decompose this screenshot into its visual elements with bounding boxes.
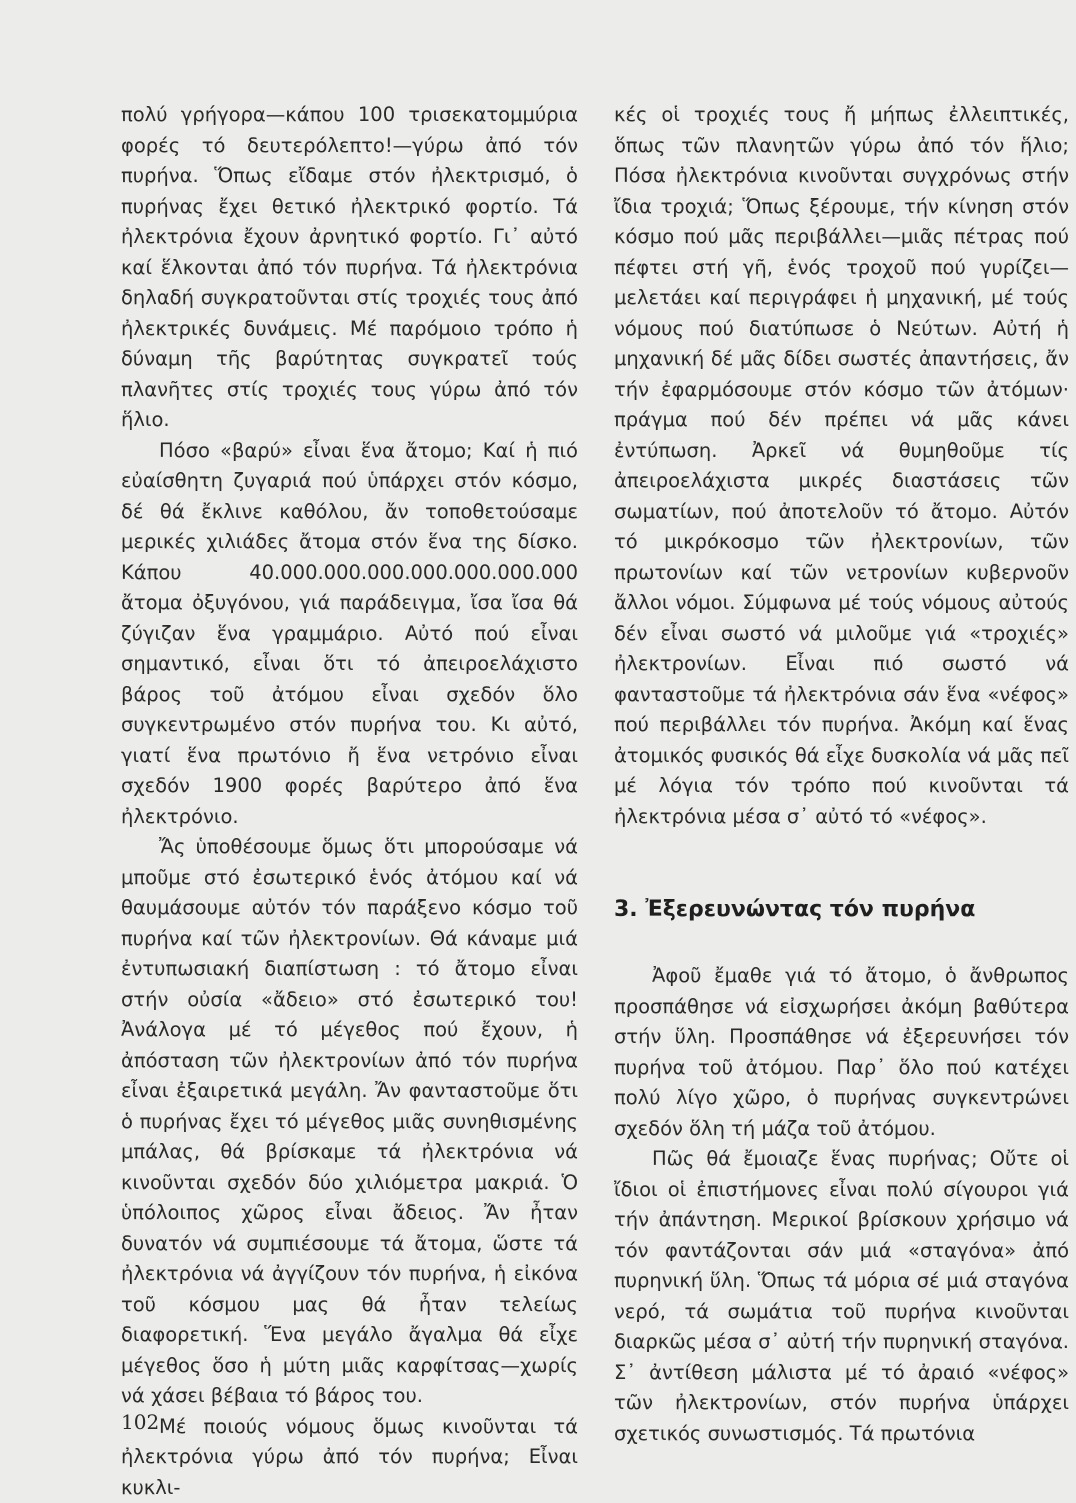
page-number: 102: [121, 1410, 159, 1434]
paragraph-orbits-continued: κές οἱ τροχιές τους ἤ μήπως ἐλλειπτικές, ὅπως τῶν πλανητῶν γύρω ἀπό τόν ἥλιο; Πόσα ἠλεκτρόνια κινοῦνται συγχρόνως στήν ἴδια τροχιά; Ὅπως ξέρουμε, τήν κίνηση στόν κόσμο πού μᾶς περιβάλλει—μιᾶς πέτρας πού πέφτει στή γῆ, ἑνός τροχοῦ πού γυρίζει—μελετάει καί περιγράφει ἡ μηχανική, μέ τούς νόμους πού διατύπωσε ὁ Νεύτων. Αὐτή ἡ μηχανική δέ μᾶς δίδει σωστές ἀπαντήσεις, ἄν τήν ἐφαρμόσουμε στόν κόσμο τῶν ἀτόμων· πράγμα πού δέν πρέπει νά μᾶς κάνει ἐντύπωση. Ἀρκεῖ νά θυμηθοῦμε τίς ἀπειροελάχιστα μικρές διαστάσεις τῶν σωματίων, πού ἀποτελοῦν τό ἄτομο. Αὐτόν τό μικρόκοσμο τῶν ἠλεκτρονίων, τῶν πρωτονίων καί τῶν νετρονίων κυβερνοῦν ἄλλοι νόμοι. Σύμφωνα μέ τούς νόμους αὐτούς δέν εἶναι σωστό νά μιλοῦμε γιά «τροχιές» ἠλεκτρονίων. Εἶναι πιό σωστό νά φανταστοῦμε τά ἠλεκτρόνια σάν ἕνα «νέφος» πού περιβάλλει τόν πυρήνα. Ἀκόμη καί ἕνας ἀτομικός φυσικός θά εἶχε δυσκολία νά μᾶς πεῖ μέ λόγια τόν τρόπο πού κινοῦνται τά ἠλεκτρόνια μέσα σ᾽ αὐτό τό «νέφος».: [614, 100, 1069, 832]
paragraph-atom-empty: Ἄς ὑποθέσουμε ὅμως ὅτι μπορούσαμε νά μποῦμε στό ἐσωτερικό ἑνός ἀτόμου καί νά θαυμάσουμε αὐτόν τόν παράξενο κόσμο τοῦ πυρήνα καί τῶν ἠλεκτρονίων. Θά κάναμε μιά ἐντυπωσιακή διαπίστωση : τό ἄτομο εἶναι στήν οὐσία «ἄδειο» στό ἐσωτερικό του! Ἀνάλογα μέ τό μέγεθος πού ἔχουν, ἡ ἀπόσταση τῶν ἠλεκτρονίων ἀπό τόν πυρήνα εἶναι ἐξαιρετικά μεγάλη. Ἄν φανταστοῦμε ὅτι ὁ πυρήνας ἔχει τό μέγεθος μιᾶς συνηθισμένης μπάλας, θά βρίσκαμε τά ἠλεκτρόνια νά κινοῦνται σχεδόν δύο χιλιόμετρα μακριά. Ὁ ὑπόλοιπος χῶρος εἶναι ἄδειος. Ἄν ἦταν δυνατόν νά συμπιέσουμε τά ἄτομα, ὥστε τά ἠλεκτρόνια νά ἀγγίζουν τόν πυρήνα, ἡ εἰκόνα τοῦ κόσμου μας θά ἦταν τελείως διαφορετική. Ἕνα μεγάλο ἄγαλμα θά εἶχε μέγεθος ὅσο ἡ μύτη μιᾶς καρφίτσας—χωρίς νά χάσει βέβαια τό βάρος του.: [121, 832, 578, 1412]
left-text-column: [121, 100, 578, 1503]
right-text-column: [614, 100, 1069, 1449]
paragraph-continued: πολύ γρήγορα—κάπου 100 τρισεκατομμύρια φορές τό δευτερόλεπτο!—γύρω ἀπό τόν πυρήνα. Ὅπως εἴδαμε στόν ἠλεκτρισμό, ὁ πυρήνας ἔχει θετικό ἠλεκτρικό φορτίο. Τά ἠλεκτρόνια ἔχουν ἀρνητικό φορτίο. Γι᾽ αὐτό καί ἕλκονται ἀπό τόν πυρήνα. Τά ἠλεκτρόνια δηλαδή συγκρατοῦνται στίς τροχιές τους ἀπό ἠλεκτρικές δυνάμεις. Μέ παρόμοιο τρόπο ἡ δύναμη τῆς βαρύτητας συγκρατεῖ τούς πλανῆτες στίς τροχιές τους γύρω ἀπό τόν ἥλιο.: [121, 100, 578, 436]
paragraph-electron-laws: Μέ ποιούς νόμους ὅμως κινοῦνται τά ἠλεκτρόνια γύρω ἀπό τόν πυρήνα; Εἶναι κυκλι-: [121, 1412, 578, 1503]
section-heading: 3. Ἐξερευνώντας τόν πυρήνα: [614, 895, 1069, 925]
paragraph-atom-weight: Πόσο «βαρύ» εἶναι ἕνα ἄτομο; Καί ἡ πιό εὐαίσθητη ζυγαριά πού ὑπάρχει στόν κόσμο, δέ θά ἔκλινε καθόλου, ἄν τοποθετούσαμε μερικές χιλιάδες ἄτομα στόν ἕνα της δίσκο. Κάπου 40.000.000.000.000.000.000.000 ἄτομα ὀξυγόνου, γιά παράδειγμα, ἴσα ἴσα θά ζύγιζαν ἕνα γραμμάριο. Αὐτό πού εἶναι σημαντικό, εἶναι ὅτι τό ἀπειροελάχιστο βάρος τοῦ ἀτόμου εἶναι σχεδόν ὅλο συγκεντρωμένο στόν πυρήνα του. Κι αὐτό, γιατί ἕνα πρωτόνιο ἤ ἕνα νετρόνιο εἶναι σχεδόν 1900 φορές βαρύτερο ἀπό ἕνα ἠλεκτρόνιο.: [121, 436, 578, 833]
paragraph-nucleus-drop: Πῶς θά ἔμοιαζε ἕνας πυρήνας; Οὔτε οἱ ἴδιοι οἱ ἐπιστήμονες εἶναι πολύ σίγουροι γιά τήν ἀπάντηση. Μερικοί βρίσκουν χρήσιμο νά τόν φαντάζονται σάν μιά «σταγόνα» ἀπό πυρηνική ὕλη. Ὅπως τά μόρια σέ μιά σταγόνα νερό, τά σωμάτια τοῦ πυρήνα κινοῦνται διαρκῶς μέσα σ᾽ αὐτή τήν πυρηνική σταγόνα. Σ᾽ ἀντίθεση μάλιστα μέ τό ἀραιό «νέφος» τῶν ἠλεκτρονίων, στόν πυρήνα ὑπάρχει σχετικός συνωστισμός. Τά πρωτόνια: [614, 1144, 1069, 1449]
paragraph-nucleus-intro: Ἀφοῦ ἔμαθε γιά τό ἄτομο, ὁ ἄνθρωπος προσπάθησε νά εἰσχωρήσει ἀκόμη βαθύτερα στήν ὕλη. Προσπάθησε νά ἐξερευνήσει τόν πυρήνα τοῦ ἀτόμου. Παρ᾽ ὅλο πού κατέχει πολύ λίγο χῶρο, ὁ πυρήνας συγκεντρώνει σχεδόν ὅλη τή μάζα τοῦ ἀτόμου.: [614, 961, 1069, 1144]
